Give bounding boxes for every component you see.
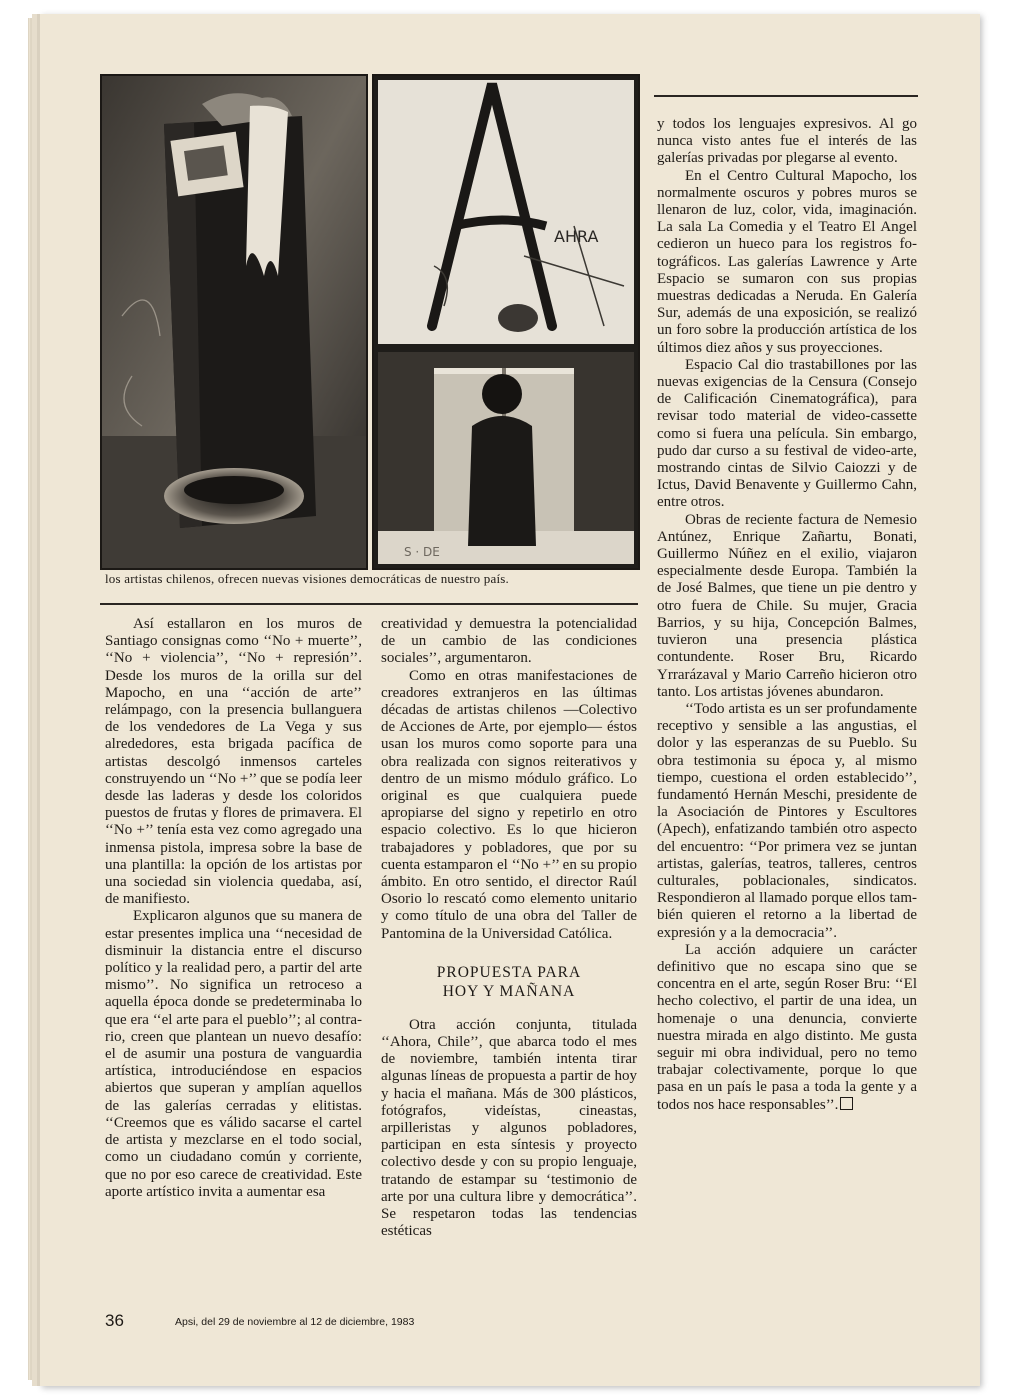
column3-top-rule <box>654 95 918 97</box>
article-column-3 <box>657 116 917 1114</box>
paragraph: Como en otras manifestaciones de creadores extranjeros en las últimas décadas de artistas chilenos —Colectivo de Acciones de Arte, por ejemplo— éstos usan los muros como soporte para una obra realizada con signos reiterativos y dentro de un mismo módulo gráfico. Lo original es que cualquiera puede apropiarse del signo y repetirlo en otro espacio colectivo. Es lo que hicieron trabajadores y pobladores, que por su cuenta estamparon el ‘‘No +’’ en su propio ámbito. En otro sentido, el director Raúl Osorio lo rescató como elemento unitario y como título de una obra del Taller de Pantomina de la Universidad Católica. <box>381 667 637 942</box>
paragraph-text: La acción adquiere un carácter definitivo que no escapa sino que se concentra en el arte, según Roser Bru: ‘‘El hecho colectivo, el partir de una idea, un homenaje o una denuncia, convierte nuestra mirada en algo distinto. Me gusta seguir mi obra individual, pero no temo trabajar colectivamente, porque lo que pasa en un país le pasa a toda la gente y a todos nos hace responsables’’. <box>657 941 917 1113</box>
photo-installation <box>100 74 368 570</box>
article-column-1 <box>105 616 362 1201</box>
page-number: 36 <box>105 1311 124 1330</box>
paragraph: Espacio Cal dio trastabillones por las nuevas exigencias de la Censura (Consejo de Calificación Cinematográfica), para revisar todo material de video-cassette como si fuera una película. Sin embargo, pudo dar curso a su festival de video-arte, mostrando cintas de Silvio Caiozzi y de Ictus, David Benavente y Guillermo Cahn, entre otros. <box>657 356 917 511</box>
paragraph <box>657 942 917 1114</box>
paragraph: Obras de reciente factura de Nemesio Antúnez, Enrique Zañartu, Bonati, Guillermo Núñez en el exilio, viajaron especialmente desde Europa. También la de José Balmes, que tiene un pie dentro y otro fuera de Chile. Su mujer, Gracia Barrios, y su hija, Concepción Balmes, tuvieron una presencia plástica contundente. Roser Bru, Ricardo Yrrarázaval y Mario Carreño hicieron otro tanto. Los artistas jóvenes abundaron. <box>657 511 917 700</box>
paragraph: En el Centro Cultural Mapocho, los normalmente oscuros y pobres muros se llenaron de luz, color, vida, imaginación. La sala La Comedia y el Teatro El Angel cedieron un hueco para los registros fotográficos. Las galerías Lawrence y Arte Espacio se sumaron con sus propias muestras dedicadas a Neruda. En Galería Sur, además de una exposición, se realizó un foro sobre la producción artística de los últimos diez años y sus proyecciones. <box>657 167 917 356</box>
paragraph: Explicaron algunos que su manera de estar presentes implica una ‘‘necesidad de disminuir la distancia entre el discurso político y la realidad pero, a partir del arte mismo’’. No significa un retroceso a aquella época donde se predeterminaba lo que era ‘‘el arte para el pueblo’’; al contrario, creen que plantean un nuevo desafío: el de asumir una postura de vanguardia artística, introduciéndose en espacios abiertos que superan y amplían aquellos de las galerías cerradas y elitistas. ‘‘Creemos que es válido sacarse el cartel de artista y mezclarse en el todo social, como un ciudadano común y corriente, que no por eso carece de creatividad. Este aporte artístico invita a aumentar esa <box>105 908 362 1200</box>
magazine-binding <box>28 18 40 1380</box>
paragraph: y todos los lenguajes expresivos. Al go nunca visto antes fue el interés de las galerías privadas por plegarse al evento. <box>657 116 917 167</box>
section-heading-line: PROPUESTA PARA <box>436 963 582 981</box>
paragraph: creatividad y demuestra la potencialidad de un cambio de las condiciones sociales’’, argumentaron. <box>381 616 637 667</box>
article-column-2 <box>381 616 637 1241</box>
section-heading <box>381 963 637 1001</box>
paragraph: ‘‘Todo artista es un ser profundamente receptivo y sensible a las angustias, el dolor y las esperanzas de su Pueblo. Su obra testimonia su época y, al mismo tiempo, cuestiona el orden establecido’’, fundamentó Hernán Meschi, presidente de la Asociación de Pintores y Escultores (Apech), enfatizando también otro aspecto del encuentro: ‘‘Por primera vez se juntan artistas, galerías, teatros, talleres, centros culturales, poblacionales, sindicatos. Respondieron al llamado porque ellos también quieren el retorno a la libertad de expresión y a la democracia’’. <box>657 700 917 941</box>
caption-rule <box>100 603 638 605</box>
issue-info: Apsi, del 29 de noviembre al 12 de diciembre, 1983 <box>175 1316 415 1328</box>
end-mark-icon <box>840 1097 853 1110</box>
section-heading-line: HOY Y MAÑANA <box>442 982 576 1000</box>
photo-caption: los artistas chilenos, ofrecen nuevas visiones democráticas de nuestro país. <box>105 571 510 586</box>
graffiti-text: AHRA <box>554 227 599 246</box>
paragraph: Así estallaron en los muros de Santiago consignas como ‘‘No + muerte’’, ‘‘No + violencia’’, ‘‘No + represión’’. Desde los muros de la orilla sur del Mapocho, en una ‘‘acción de arte’’ relámpago, con la presencia bullanguera de los vendedores de La Vega y sus alrededores, esta brigada pacífica de artistas descolgó inmensos carteles construyendo un ‘‘No +’’ que se podía leer desde las laderas y desde los coloridos puestos de frutas y flores de primavera. El ‘‘No +’’ tenía esta vez como agregado una inmensa pistola, impresa sobre la base de una plantilla: la opción de los artistas por una sociedad sin violencia quedaba, así, de manifiesto. <box>105 616 362 908</box>
svg-text:S · DE: S · DE <box>404 545 440 559</box>
photo-graffiti-child <box>372 74 640 570</box>
paragraph: Otra acción conjunta, titulada ‘‘Ahora, Chile’’, que abarca todo el mes de noviembre, también intenta tirar algunas líneas de propuesta a partir de hoy y hacia el mañana. Más de 300 plásticos, fotógrafos, videístas, cineastas, arpilleristas y algunos pobladores, participan en esta síntesis y proyecto colectivo desde y con su propio lenguaje, tratando de estampar su ‘testimonio de arte por una cultura libre y democrática’’. Se respetaron todas las tendencias estéticas <box>381 1016 637 1240</box>
